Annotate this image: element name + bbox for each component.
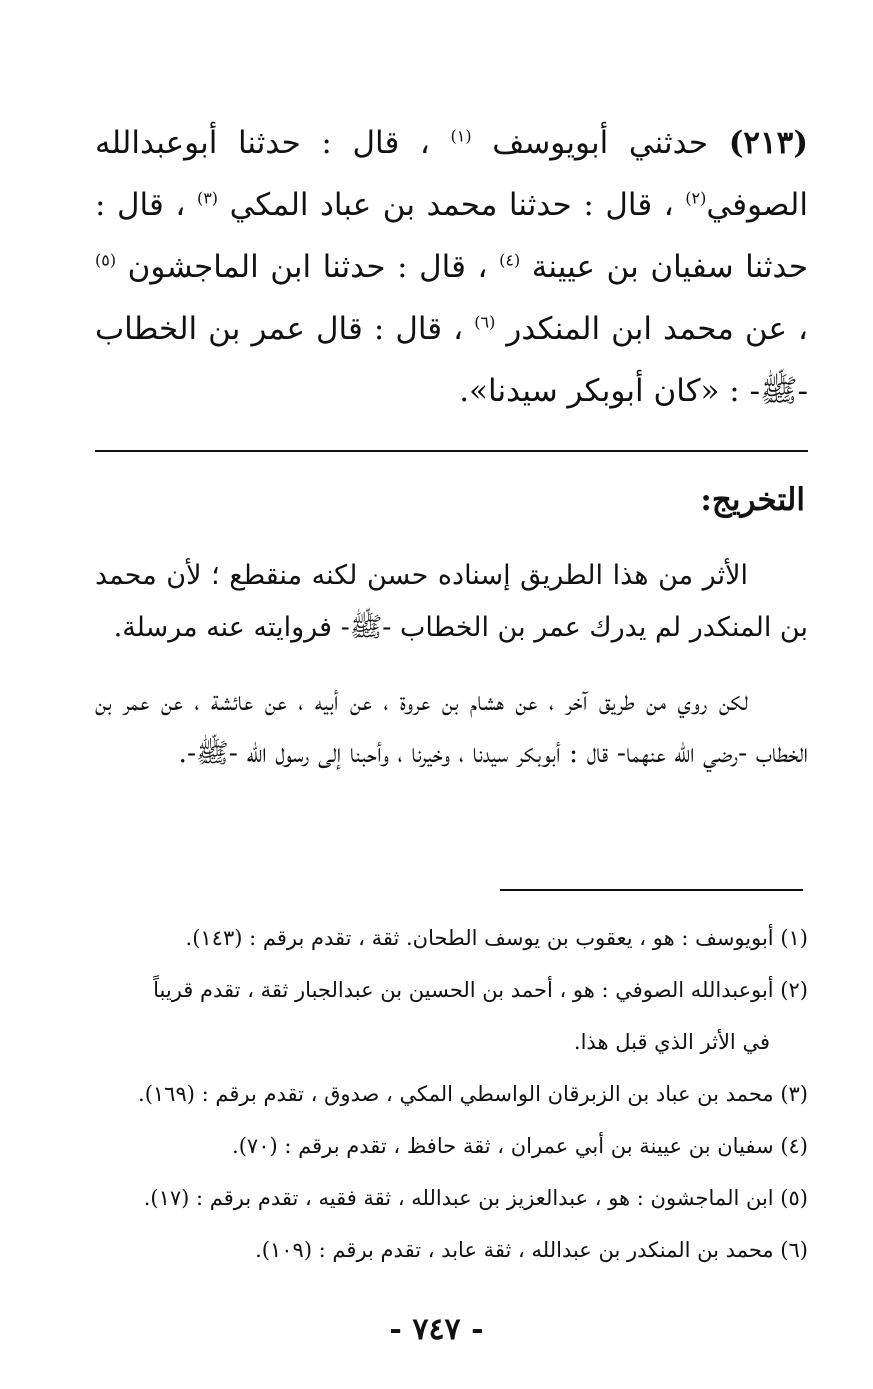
section-divider [95, 450, 808, 452]
hadith-text-part: ، عن محمد ابن المنكدر [495, 311, 809, 347]
footnotes-list [95, 912, 808, 1276]
footnote-3: (٣) محمد بن عباد بن الزبرقان الواسطي المكي ، صدوق ، تقدم برقم : (١٦٩). [138, 1082, 808, 1106]
footnote-5: (٥) ابن الماجشون : هو ، عبدالعزيز بن عبدالله ، ثقة فقيه ، تقدم برقم : (١٧). [143, 1186, 808, 1210]
page-number: - ٧٤٧ - [389, 1312, 484, 1347]
footnote-ref-6[interactable]: (٦) [474, 312, 496, 332]
footnote-ref-3[interactable]: (٣) [196, 188, 219, 208]
footnote-ref-4[interactable]: (٤) [499, 250, 521, 270]
footnote-divider [500, 889, 803, 891]
footnote-ref-1[interactable]: (١) [450, 126, 472, 146]
takhrij-heading: التخريج: [700, 482, 805, 518]
hadith-text-part: ، قال : حدثنا أبوعبدالله الصوفي [95, 125, 808, 223]
footnote-6: (٦) محمد بن المنكدر بن عبدالله ، ثقة عابد ، تقدم برقم : (١٠٩). [255, 1238, 808, 1262]
footnote-2: (٢) أبوعبدالله الصوفي : هو ، أحمد بن الحسين بن عبدالجبار ثقة ، تقدم قريباً [153, 978, 808, 1002]
hadith-number: (٢١٣) [728, 125, 808, 161]
hadith-text [95, 112, 808, 422]
hadith-text-part: ، قال : قال عمر بن الخطاب -ﷺ- : «كان أبوبكر سيدنا». [95, 311, 808, 409]
takhrij-paragraph-2: لكن روي من طريق آخر ، عن هشام بن عروة ، عن أبيه ، عن عائشة ، عن عمر بن الخطاب -رضي الله عنهما- قال : أبوبكر سيدنا ، وخيرنا ، وأحبنا إلى رسول الله -ﷺ-. [95, 686, 808, 769]
hadith-text-part: حدثني أبويوسف [471, 125, 729, 161]
footnote-4: (٤) سفيان بن عيينة بن أبي عمران ، ثقة حافظ ، تقدم برقم : (٧٠). [232, 1134, 808, 1158]
footnote-2-continuation: في الأثر الذي قبل هذا. [573, 1030, 770, 1054]
footnote-1: (١) أبويوسف : هو ، يعقوب بن يوسف الطحان. ثقة ، تقدم برقم : (١٤٣). [185, 926, 808, 950]
hadith-text-part: ، قال : حدثنا ابن الماجشون [116, 249, 500, 285]
footnote-ref-2[interactable]: (٢) [685, 188, 707, 208]
hadith-text-part: ، قال : حدثنا محمد بن عباد المكي [218, 187, 686, 223]
hadith-text-part: ، قال : حدثنا سفيان بن عيينة [95, 187, 808, 285]
takhrij-paragraph-1: الأثر من هذا الطريق إسناده حسن لكنه منقطع ؛ لأن محمد بن المنكدر لم يدرك عمر بن الخطاب -ﷺ- فروايته عنه مرسلة. [95, 560, 808, 643]
footnote-ref-5[interactable]: (٥) [95, 250, 117, 270]
